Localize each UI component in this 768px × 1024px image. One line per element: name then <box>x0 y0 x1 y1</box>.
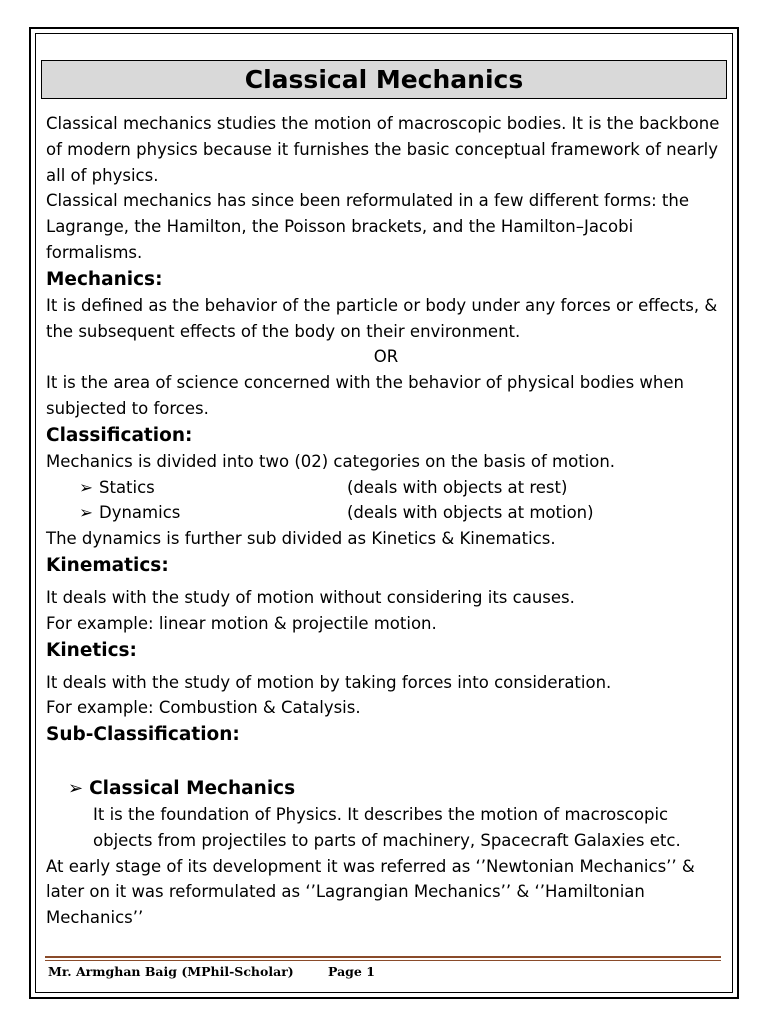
kinetics-line-1: It deals with the study of motion by taking forces into consideration. <box>46 672 612 692</box>
document-body <box>46 111 726 931</box>
arrow-bullet-icon: ➢ <box>79 503 93 523</box>
intro-paragraph-2: Classical mechanics has since been reformulated in a few different forms: the Lagrange, the Hamilton, the Poisson brackets, and the Hamilton–Jacobi formalisms. <box>46 191 689 262</box>
classification-text: Mechanics is divided into two (02) categories on the basis of motion. <box>46 451 616 471</box>
list-item-term: Dynamics <box>99 503 181 523</box>
sub-classification-term: Classical Mechanics <box>89 778 296 800</box>
intro-paragraph-1: Classical mechanics studies the motion of macroscopic bodies. It is the backbone of modern physics because it furnishes the basic conceptual framework of nearly all of physics. <box>46 114 720 185</box>
list-item-term: Statics <box>99 477 155 497</box>
classification-heading: Classification: <box>46 424 193 446</box>
arrow-bullet-icon: ➢ <box>68 778 84 800</box>
sub-classification-after: At early stage of its development it was referred as ‘’Newtonian Mechanics’’ & later on it was reformulated as ‘’Lagrangian Mechanics’’ & ‘’Hamiltonian Mechanics’’ <box>46 856 695 928</box>
footer-divider-thin <box>45 960 721 961</box>
sub-classification-item <box>68 776 726 802</box>
page-footer <box>48 964 375 979</box>
kinetics-line-2: For example: Combustion & Catalysis. <box>46 698 361 718</box>
classification-after: The dynamics is further sub divided as Kinetics & Kinematics. <box>46 529 556 549</box>
list-item-desc: (deals with objects at motion) <box>347 503 594 523</box>
sub-classification-desc: It is the foundation of Physics. It describes the motion of macroscopic objects from projectiles to parts of machinery, Spacecraft Galaxies etc. <box>93 804 681 850</box>
mechanics-definition-1: It is defined as the behavior of the particle or body under any forces or effects, & the subsequent effects of the body on their environment. <box>46 295 718 341</box>
footer-page-number: Page 1 <box>328 964 375 979</box>
footer-divider <box>45 956 721 958</box>
footer-author: Mr. Armghan Baig (MPhil-Scholar) <box>48 964 294 979</box>
kinematics-line-2: For example: linear motion & projectile motion. <box>46 613 437 633</box>
list-item <box>46 475 726 501</box>
kinematics-heading: Kinematics: <box>46 554 169 576</box>
sub-classification-heading: Sub-Classification: <box>46 724 240 746</box>
list-item-desc: (deals with objects at rest) <box>347 477 568 497</box>
mechanics-heading: Mechanics: <box>46 268 163 290</box>
kinetics-heading: Kinetics: <box>46 639 137 661</box>
mechanics-definition-2: It is the area of science concerned with the behavior of physical bodies when subjected to forces. <box>46 373 684 418</box>
kinematics-line-1: It deals with the study of motion without considering its causes. <box>46 587 575 607</box>
mechanics-or: OR <box>373 347 399 367</box>
arrow-bullet-icon: ➢ <box>79 477 93 497</box>
list-item <box>46 500 726 526</box>
page-title: Classical Mechanics <box>41 60 727 99</box>
